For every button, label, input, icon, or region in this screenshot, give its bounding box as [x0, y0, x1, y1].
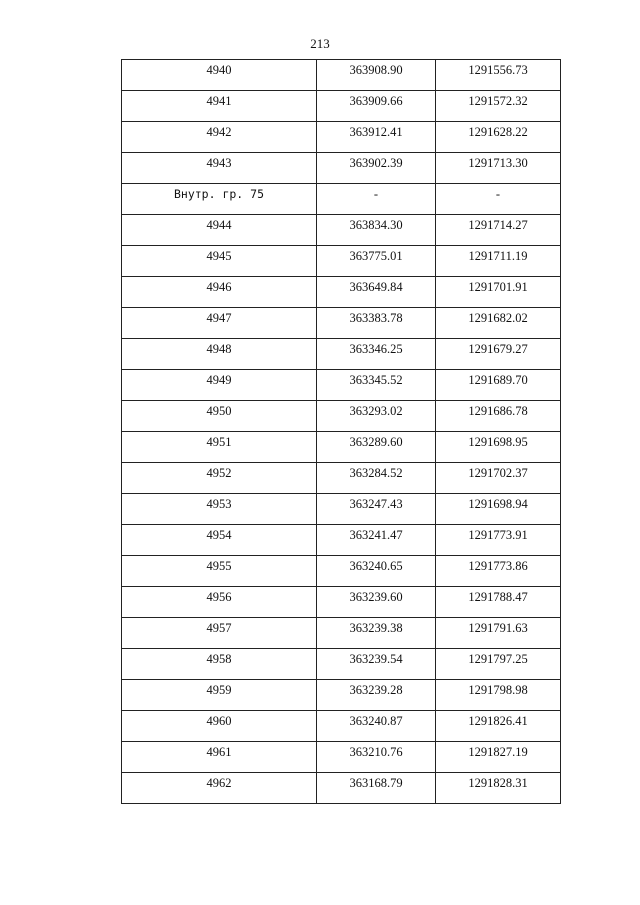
cell-value: 4942 [206, 125, 232, 139]
cell-value: 4951 [206, 435, 232, 449]
table-row [122, 680, 561, 711]
table-row [122, 525, 561, 556]
cell-value: 1291828.31 [468, 776, 528, 790]
point-id-cell [122, 525, 317, 556]
point-id-cell [122, 618, 317, 649]
point-id-cell [122, 370, 317, 401]
cell-value: 1291682.02 [468, 311, 528, 325]
point-id-cell [122, 184, 317, 215]
x-coordinate-cell [317, 60, 436, 91]
cell-value: 4946 [206, 280, 232, 294]
point-id-cell [122, 742, 317, 773]
cell-value: 4940 [206, 63, 232, 77]
cell-value: 1291711.19 [468, 249, 528, 263]
cell-value: 1291827.19 [468, 745, 528, 759]
y-coordinate-cell [436, 308, 561, 339]
cell-value: 4953 [206, 497, 232, 511]
point-id-cell [122, 122, 317, 153]
cell-value: 4957 [206, 621, 232, 635]
cell-value: 1291826.41 [468, 714, 528, 728]
y-coordinate-cell [436, 215, 561, 246]
cell-value: 4950 [206, 404, 232, 418]
cell-value: 1291773.91 [468, 528, 528, 542]
cell-value: 1291679.27 [468, 342, 528, 356]
table-row [122, 308, 561, 339]
cell-value: 363239.60 [349, 590, 403, 604]
coordinates-table [121, 59, 561, 804]
y-coordinate-cell [436, 246, 561, 277]
y-coordinate-cell [436, 525, 561, 556]
cell-value: 363247.43 [349, 497, 403, 511]
cell-value: 1291698.94 [468, 497, 528, 511]
point-id-cell [122, 401, 317, 432]
cell-value: 1291713.30 [468, 156, 528, 170]
table-row [122, 122, 561, 153]
table-row [122, 556, 561, 587]
cell-value: 363239.38 [349, 621, 403, 635]
x-coordinate-cell [317, 246, 436, 277]
point-id-cell [122, 153, 317, 184]
table-row [122, 618, 561, 649]
cell-value: 363289.60 [349, 435, 403, 449]
cell-value: 1291788.47 [468, 590, 528, 604]
x-coordinate-cell [317, 525, 436, 556]
cell-value: 1291701.91 [468, 280, 528, 294]
x-coordinate-cell [317, 618, 436, 649]
cell-value: 1291797.25 [468, 652, 528, 666]
cell-value: 363240.87 [349, 714, 403, 728]
x-coordinate-cell [317, 680, 436, 711]
table-row [122, 277, 561, 308]
table-row [122, 494, 561, 525]
cell-value: 363383.78 [349, 311, 403, 325]
cell-value: 4945 [206, 249, 232, 263]
y-coordinate-cell [436, 339, 561, 370]
x-coordinate-cell [317, 556, 436, 587]
cell-value: 4943 [206, 156, 232, 170]
cell-value: 363909.66 [349, 94, 403, 108]
x-coordinate-cell [317, 711, 436, 742]
point-id-cell [122, 277, 317, 308]
y-coordinate-cell [436, 370, 561, 401]
y-coordinate-cell [436, 277, 561, 308]
x-coordinate-cell [317, 339, 436, 370]
cell-value: 1291689.70 [468, 373, 528, 387]
point-id-cell [122, 587, 317, 618]
y-coordinate-cell [436, 556, 561, 587]
table-row [122, 649, 561, 680]
point-id-cell [122, 60, 317, 91]
cell-value: 363168.79 [349, 776, 403, 790]
cell-value: 363902.39 [349, 156, 403, 170]
x-coordinate-cell [317, 184, 436, 215]
point-id-cell [122, 308, 317, 339]
cell-value: 363345.52 [349, 373, 403, 387]
point-id-cell [122, 463, 317, 494]
point-id-cell [122, 339, 317, 370]
cell-value: 1291698.95 [468, 435, 528, 449]
cell-value: Внутр. гр. 75 [173, 187, 264, 201]
y-coordinate-cell [436, 711, 561, 742]
x-coordinate-cell [317, 432, 436, 463]
cell-value: 363834.30 [349, 218, 403, 232]
cell-value: 4949 [206, 373, 232, 387]
y-coordinate-cell [436, 618, 561, 649]
cell-value: - [373, 187, 379, 201]
cell-value: 4952 [206, 466, 232, 480]
y-coordinate-cell [436, 432, 561, 463]
cell-value: 363239.28 [349, 683, 403, 697]
table-row [122, 339, 561, 370]
x-coordinate-cell [317, 494, 436, 525]
point-id-cell [122, 649, 317, 680]
point-id-cell [122, 215, 317, 246]
table-row [122, 153, 561, 184]
coordinates-table-body [122, 60, 561, 804]
x-coordinate-cell [317, 215, 436, 246]
table-row [122, 370, 561, 401]
y-coordinate-cell [436, 494, 561, 525]
cell-value: 4941 [206, 94, 232, 108]
cell-value: 1291556.73 [468, 63, 528, 77]
table-row [122, 215, 561, 246]
y-coordinate-cell [436, 91, 561, 122]
y-coordinate-cell [436, 463, 561, 494]
point-id-cell [122, 773, 317, 804]
cell-value: 363912.41 [349, 125, 403, 139]
cell-value: 4954 [206, 528, 232, 542]
cell-value: 1291572.32 [468, 94, 528, 108]
cell-value: - [495, 187, 501, 201]
y-coordinate-cell [436, 122, 561, 153]
cell-value: 4955 [206, 559, 232, 573]
point-id-cell [122, 711, 317, 742]
cell-value: 1291798.98 [468, 683, 528, 697]
cell-value: 1291686.78 [468, 404, 528, 418]
cell-value: 4948 [206, 342, 232, 356]
y-coordinate-cell [436, 184, 561, 215]
cell-value: 1291773.86 [468, 559, 528, 573]
y-coordinate-cell [436, 60, 561, 91]
page-number: 213 [310, 36, 330, 51]
point-id-cell [122, 494, 317, 525]
point-id-cell [122, 432, 317, 463]
x-coordinate-cell [317, 773, 436, 804]
table-row [122, 401, 561, 432]
cell-value: 4961 [206, 745, 232, 759]
cell-value: 363293.02 [349, 404, 403, 418]
cell-value: 363240.65 [349, 559, 403, 573]
x-coordinate-cell [317, 277, 436, 308]
cell-value: 363346.25 [349, 342, 403, 356]
y-coordinate-cell [436, 680, 561, 711]
x-coordinate-cell [317, 308, 436, 339]
x-coordinate-cell [317, 463, 436, 494]
y-coordinate-cell [436, 401, 561, 432]
cell-value: 363210.76 [349, 745, 403, 759]
y-coordinate-cell [436, 649, 561, 680]
cell-value: 363908.90 [349, 63, 403, 77]
cell-value: 363649.84 [349, 280, 403, 294]
table-row [122, 60, 561, 91]
table-row [122, 587, 561, 618]
cell-value: 1291628.22 [468, 125, 528, 139]
table-row [122, 432, 561, 463]
y-coordinate-cell [436, 587, 561, 618]
cell-value: 363239.54 [349, 652, 403, 666]
point-id-cell [122, 556, 317, 587]
x-coordinate-cell [317, 91, 436, 122]
cell-value: 4959 [206, 683, 232, 697]
table-row [122, 246, 561, 277]
cell-value: 4960 [206, 714, 232, 728]
cell-value: 1291714.27 [468, 218, 528, 232]
x-coordinate-cell [317, 401, 436, 432]
cell-value: 363775.01 [349, 249, 403, 263]
cell-value: 4958 [206, 652, 232, 666]
table-row [122, 711, 561, 742]
table-row [122, 91, 561, 122]
cell-value: 4944 [206, 218, 232, 232]
x-coordinate-cell [317, 649, 436, 680]
x-coordinate-cell [317, 742, 436, 773]
point-id-cell [122, 91, 317, 122]
y-coordinate-cell [436, 742, 561, 773]
cell-value: 363241.47 [349, 528, 403, 542]
table-row [122, 742, 561, 773]
y-coordinate-cell [436, 773, 561, 804]
x-coordinate-cell [317, 587, 436, 618]
cell-value: 1291791.63 [468, 621, 528, 635]
y-coordinate-cell [436, 153, 561, 184]
table-row [122, 463, 561, 494]
table-row [122, 184, 561, 215]
point-id-cell [122, 246, 317, 277]
cell-value: 4962 [206, 776, 232, 790]
cell-value: 1291702.37 [468, 466, 528, 480]
cell-value: 4947 [206, 311, 232, 325]
table-row [122, 773, 561, 804]
x-coordinate-cell [317, 370, 436, 401]
x-coordinate-cell [317, 153, 436, 184]
cell-value: 363284.52 [349, 466, 403, 480]
cell-value: 4956 [206, 590, 232, 604]
x-coordinate-cell [317, 122, 436, 153]
point-id-cell [122, 680, 317, 711]
